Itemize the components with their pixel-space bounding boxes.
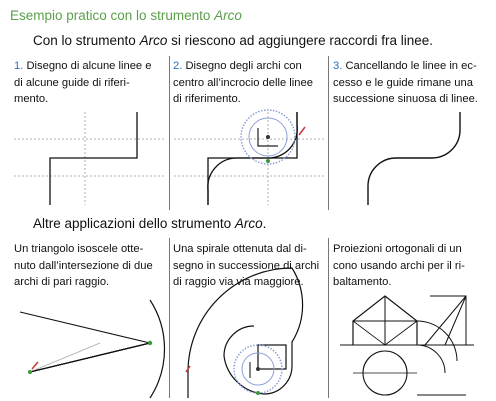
caption-line: cono usando archi per il ri- <box>333 259 465 272</box>
caption-line: cesso e le guide rimane una <box>333 76 473 89</box>
step-number: 2. <box>173 60 183 72</box>
caption-line: archi di pari raggio. <box>14 276 110 288</box>
caption-line: Cancellando le linee in ec- <box>342 60 477 72</box>
title-tool-name: Arco <box>214 8 242 23</box>
intro-tool-name: Arco <box>139 33 168 48</box>
caption-line: Proiezioni ortogonali di un <box>333 243 462 255</box>
section2-suffix: . <box>262 216 267 231</box>
intro-prefix: Con lo strumento <box>33 33 140 48</box>
step-number: 3. <box>333 60 343 72</box>
caption-line: successione sinuosa di linee. <box>333 93 478 105</box>
caption-line: centro all’incrocio delle linee <box>173 76 313 89</box>
step-number: 1. <box>14 60 24 72</box>
caption-line: Una spirale ottenuta dal di- <box>173 243 307 255</box>
caption-line: di riferimento. <box>173 93 241 105</box>
title-text: Esempio pratico con lo strumento <box>10 8 215 23</box>
caption-line: nuto dall’intersezione di due <box>14 259 153 272</box>
caption-line: di alcune guide di riferi- <box>14 76 130 89</box>
caption-line: segno in successione di archi <box>173 259 320 272</box>
section2-tool-name: Arco <box>234 216 263 231</box>
caption-line: Un triangolo isoscele otte- <box>14 243 144 255</box>
section2-prefix: Altre applicazioni dello strumento <box>33 216 235 231</box>
caption-line: baltamento. <box>333 276 392 288</box>
caption-line: Disegno degli archi con <box>182 60 302 72</box>
caption-line: Disegno di alcune linee e <box>23 60 152 72</box>
caption-line: di raggio via via maggiore. <box>173 276 304 288</box>
caption-line: mento. <box>14 93 49 105</box>
intro-suffix: si riescono ad aggiungere raccordi fra linee. <box>167 33 433 48</box>
